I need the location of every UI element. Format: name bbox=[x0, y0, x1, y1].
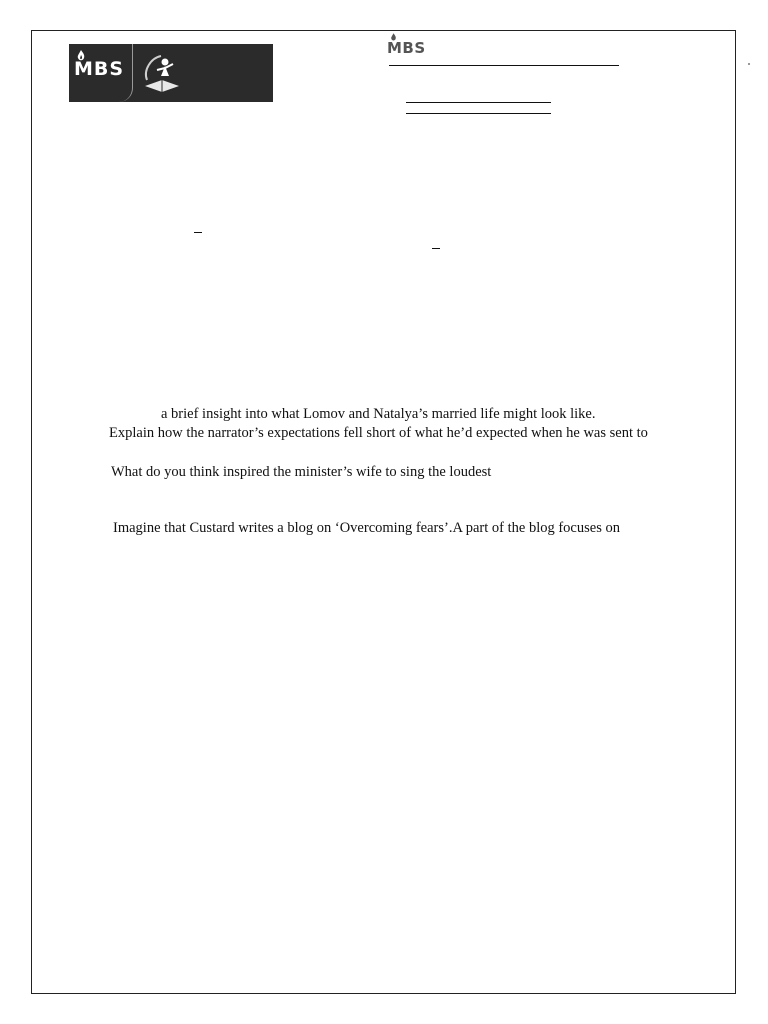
edge-mark bbox=[748, 63, 750, 65]
reader-with-open-book-icon bbox=[139, 50, 185, 96]
logo-wordmark-panel bbox=[69, 44, 133, 102]
text-line: a brief insight into what Lomov and Natalya’s married life might look like. bbox=[161, 406, 596, 422]
dash-mark bbox=[194, 232, 202, 233]
header-underline bbox=[389, 65, 619, 66]
title-underline-bottom bbox=[406, 113, 551, 114]
school-logo bbox=[69, 44, 273, 102]
logo-text: MBS bbox=[74, 58, 125, 80]
header-small-logo bbox=[387, 36, 433, 58]
page-border bbox=[31, 30, 736, 994]
dash-mark bbox=[432, 248, 440, 249]
text-line: Explain how the narrator’s expectations fell short of what he’d expected when he was sent to bbox=[109, 425, 648, 441]
text-line: Imagine that Custard writes a blog on ‘Overcoming fears’.A part of the blog focuses on bbox=[113, 520, 620, 536]
small-logo-text: MBS bbox=[387, 39, 426, 57]
text-line: What do you think inspired the minister’s wife to sing the loudest bbox=[111, 464, 492, 480]
title-underline-top bbox=[406, 102, 551, 103]
